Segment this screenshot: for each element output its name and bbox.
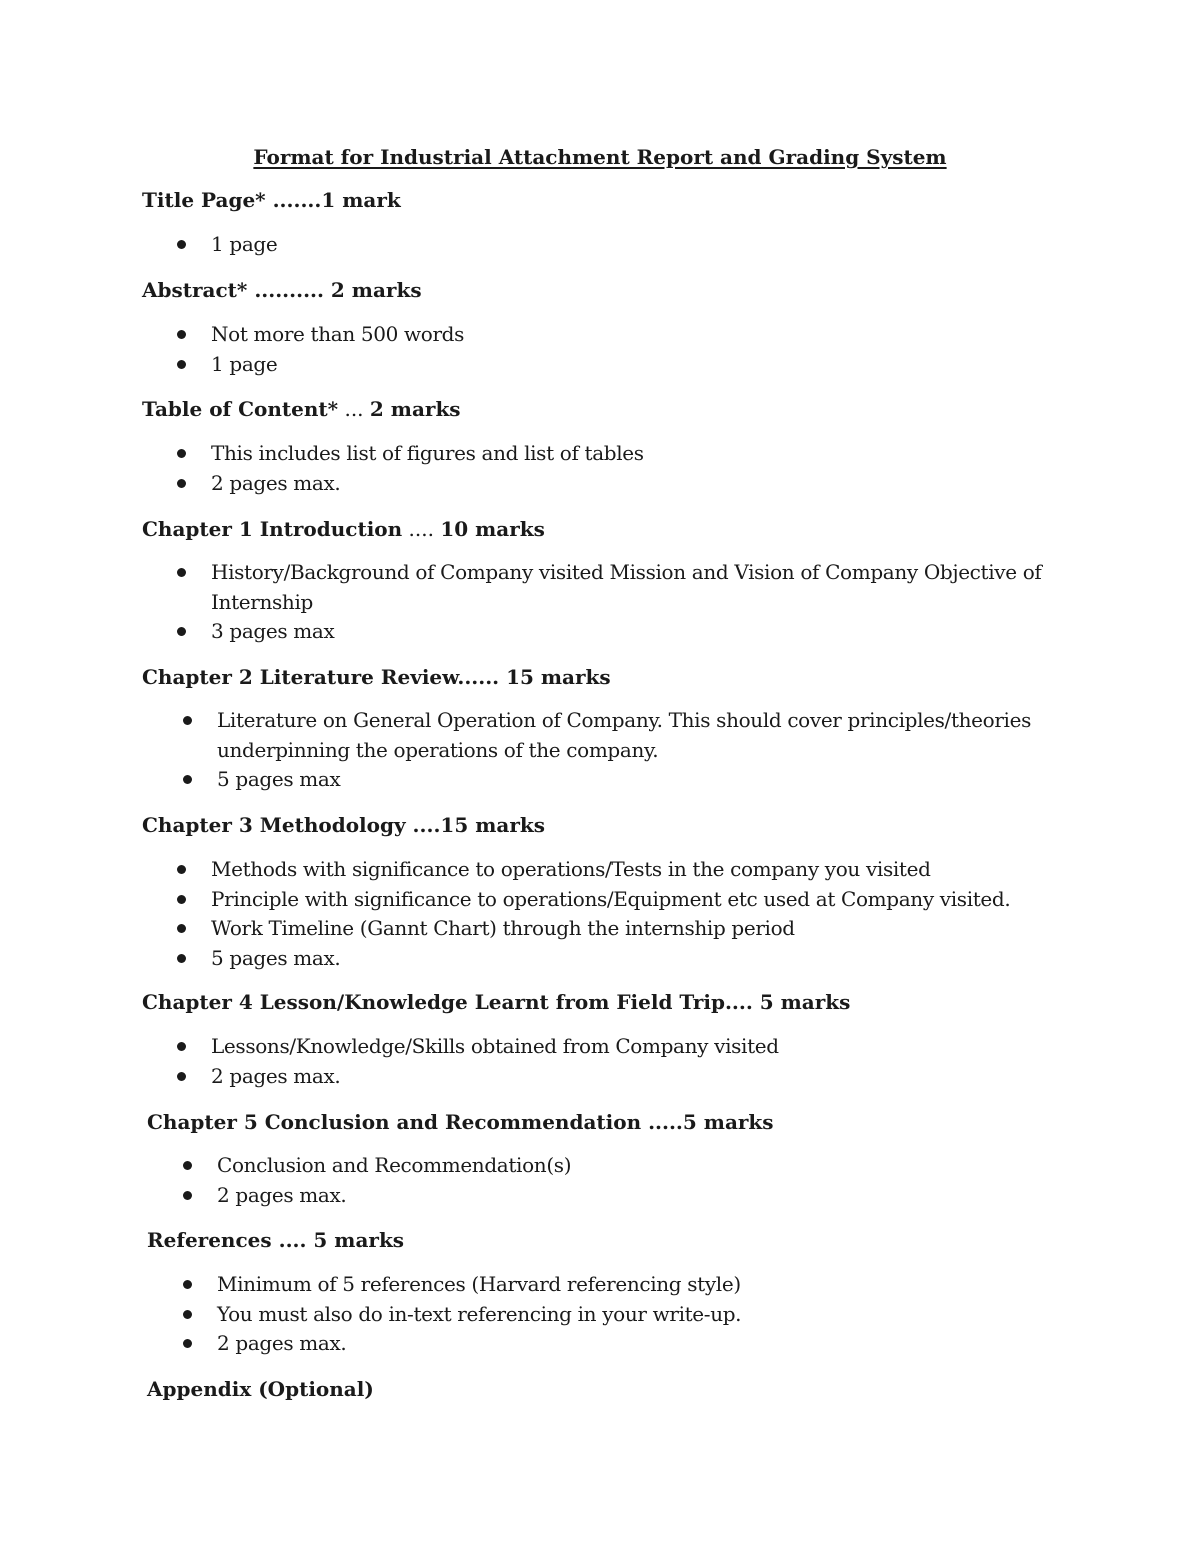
bullet-icon [177, 924, 186, 933]
list-item: 1 page [142, 350, 1042, 380]
document-title: Format for Industrial Attachment Report and Grading System [253, 145, 947, 169]
bullet-icon [177, 954, 186, 963]
section-heading-chapter-5: Chapter 5 Conclusion and Recommendation .....5 marks [147, 1110, 774, 1134]
section-heading-references: References .... 5 marks [147, 1228, 405, 1252]
bullet-list-chapter-3 [142, 855, 1042, 974]
list-item: 5 pages max. [142, 944, 1042, 974]
list-item: Conclusion and Recommendation(s) [147, 1151, 1047, 1181]
bullet-icon [183, 1280, 192, 1289]
bullet-list-table-of-content [142, 439, 1042, 498]
list-item: 1 page [142, 230, 1042, 260]
bullet-list-title-page [142, 230, 1042, 260]
list-item: 2 pages max. [147, 1329, 1047, 1359]
list-item: Work Timeline (Gannt Chart) through the internship period [142, 914, 1042, 944]
list-item: This includes list of figures and list of tables [142, 439, 1042, 469]
list-item: History/Background of Company visited Mission and Vision of Company Objective of Internship [142, 558, 1042, 617]
bullet-icon [177, 479, 186, 488]
bullet-icon [177, 449, 186, 458]
bullet-list-chapter-1 [142, 558, 1042, 647]
list-item: 2 pages max. [142, 469, 1042, 499]
list-item: You must also do in-text referencing in your write-up. [147, 1300, 1047, 1330]
section-heading-chapter-3: Chapter 3 Methodology ....15 marks [142, 813, 545, 837]
section-heading-chapter-1: Chapter 1 Introduction .... 10 marks [142, 517, 545, 541]
bullet-list-chapter-4 [142, 1032, 1042, 1091]
bullet-icon [177, 895, 186, 904]
list-item: Literature on General Operation of Company. This should cover principles/theories underpinning the operations of the company. [142, 706, 1042, 765]
bullet-icon [177, 627, 186, 636]
bullet-icon [177, 360, 186, 369]
bullet-list-chapter-5 [147, 1151, 1047, 1210]
section-heading-chapter-4: Chapter 4 Lesson/Knowledge Learnt from Field Trip.... 5 marks [142, 990, 851, 1014]
bullet-icon [177, 330, 186, 339]
bullet-list-references [147, 1270, 1047, 1359]
list-item: 2 pages max. [142, 1062, 1042, 1092]
list-item: 2 pages max. [147, 1181, 1047, 1211]
bullet-list-chapter-2 [142, 706, 1042, 795]
section-heading-title-page: Title Page* .......1 mark [142, 188, 401, 212]
section-heading-abstract: Abstract* .......... 2 marks [142, 278, 422, 302]
list-item: 5 pages max [142, 765, 1042, 795]
bullet-icon [183, 1161, 192, 1170]
bullet-icon [183, 1339, 192, 1348]
section-heading-appendix: Appendix (Optional) [147, 1377, 374, 1401]
bullet-list-abstract [142, 320, 1042, 379]
bullet-icon [177, 1072, 186, 1081]
list-item: Minimum of 5 references (Harvard referencing style) [147, 1270, 1047, 1300]
bullet-icon [177, 1042, 186, 1051]
bullet-icon [183, 1191, 192, 1200]
bullet-icon [183, 716, 192, 725]
list-item: Principle with significance to operations/Equipment etc used at Company visited. [142, 885, 1042, 915]
list-item: Not more than 500 words [142, 320, 1042, 350]
list-item: 3 pages max [142, 617, 1042, 647]
bullet-icon [177, 865, 186, 874]
list-item: Methods with significance to operations/Tests in the company you visited [142, 855, 1042, 885]
list-item: Lessons/Knowledge/Skills obtained from Company visited [142, 1032, 1042, 1062]
bullet-icon [177, 240, 186, 249]
section-heading-table-of-content: Table of Content* ... 2 marks [142, 397, 461, 421]
bullet-icon [183, 1310, 192, 1319]
section-heading-chapter-2: Chapter 2 Literature Review...... 15 marks [142, 665, 611, 689]
bullet-icon [183, 775, 192, 784]
bullet-icon [177, 568, 186, 577]
